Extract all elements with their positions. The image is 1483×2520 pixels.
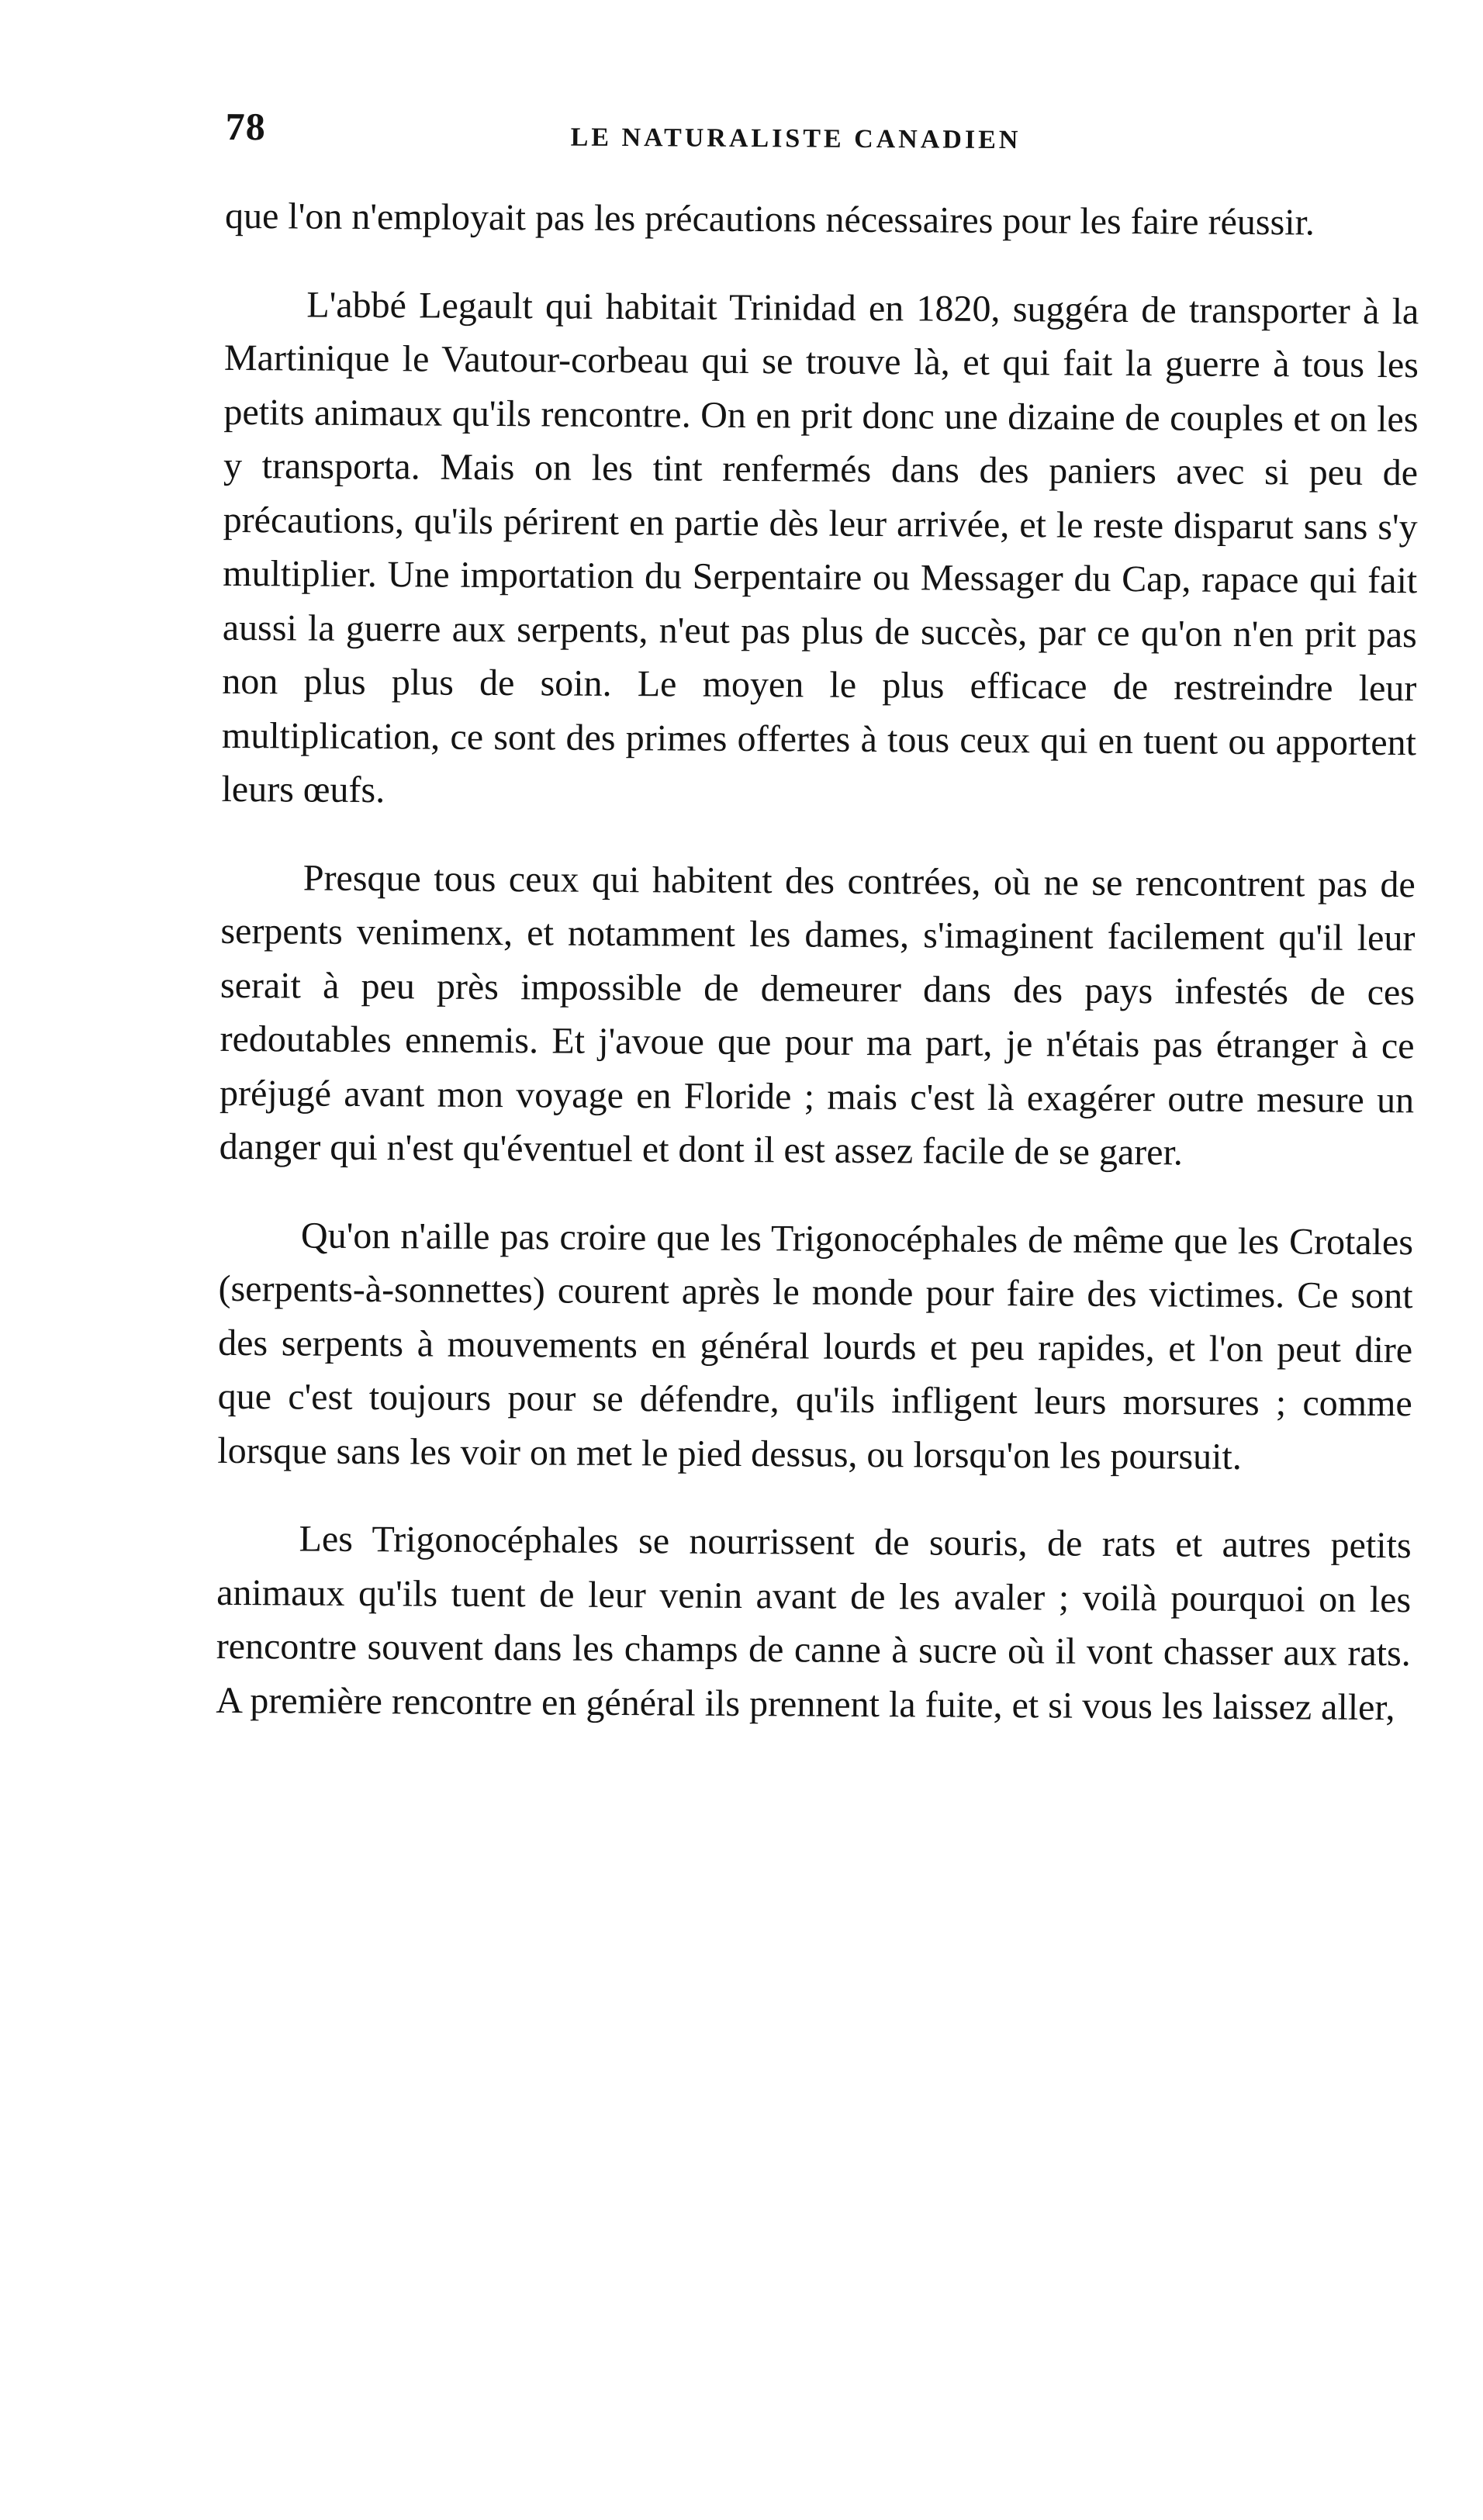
paragraph-crotales: Qu'on n'aille pas croire que les Trigonocéphales de même que les Crotales (serpents-à-sonnettes) courent après le monde pour faire des victimes. Ce sont des serpents à mouvements en général lourds et peu rapides, et l'on peut dire que c'est toujours pour se défendre, qu'ils infligent leurs morsures ; comme lorsque sans les voir on met le pied dessus, ou lorsqu'on les poursuit.	[217, 1215, 1414, 1478]
paragraph-trigonocephales: Les Trigonocéphales se nourrissent de souris, de rats et autres petits animaux qu'ils tuent de leur venin avant de les avaler ; voilà pourquoi on les rencontre souvent dans les champs de canne à sucre où il vont chasser aux rats. A première rencontre en général ils prennent la fuite, et si vous les laissez aller,	[216, 1518, 1412, 1728]
paragraph-continuation: que l'on n'employait pas les précautions nécessaires pour les faire réussir.	[224, 195, 1315, 244]
paragraph-legault: L'abbé Legault qui habitait Trinidad en 1820, suggéra de transporter à la Martinique le Vautour-corbeau qui se trouve là, et qui fait la guerre à tous les petits animaux qu'ils rencontre. On en prit donc une dizaine de couples et on les y transporta. Mais on les tint renfermés dans des paniers avec si peu de précautions, qu'ils périrent en partie dès leur arrivée, et le reste disparut sans s'y multiplier. Une importation du Serpentaire ou Messager du Cap, rapace qui fait aussi la guerre aux serpents, n'eut pas plus de succès, par ce qu'on n'en prit pas non plus plus de soin. Le moyen le plus efficace de restreindre leur multiplication, ce sont des primes offertes à tous ceux qui en tuent ou apportent leurs œufs.	[221, 284, 1419, 811]
running-head: LE NATURALISTE CANADIEN	[570, 123, 1022, 155]
paragraph-presque: Presque tous ceux qui habitent des contrées, où ne se rencontrent pas de serpents venimenx, et notamment les dames, s'imaginent facilement qu'il leur serait à peu près impossible de demeurer dans des pays infestés de ces redoutables ennemis. Et j'avoue que pour ma part, je n'étais pas étranger à ce préjugé avant mon voyage en Floride ; mais c'est là exagérer outre mesure un danger qui n'est qu'éventuel et dont il est assez facile de se garer.	[219, 857, 1416, 1174]
body-text	[216, 189, 1419, 1734]
page-header	[225, 104, 1419, 173]
page-number: 78	[225, 104, 266, 149]
